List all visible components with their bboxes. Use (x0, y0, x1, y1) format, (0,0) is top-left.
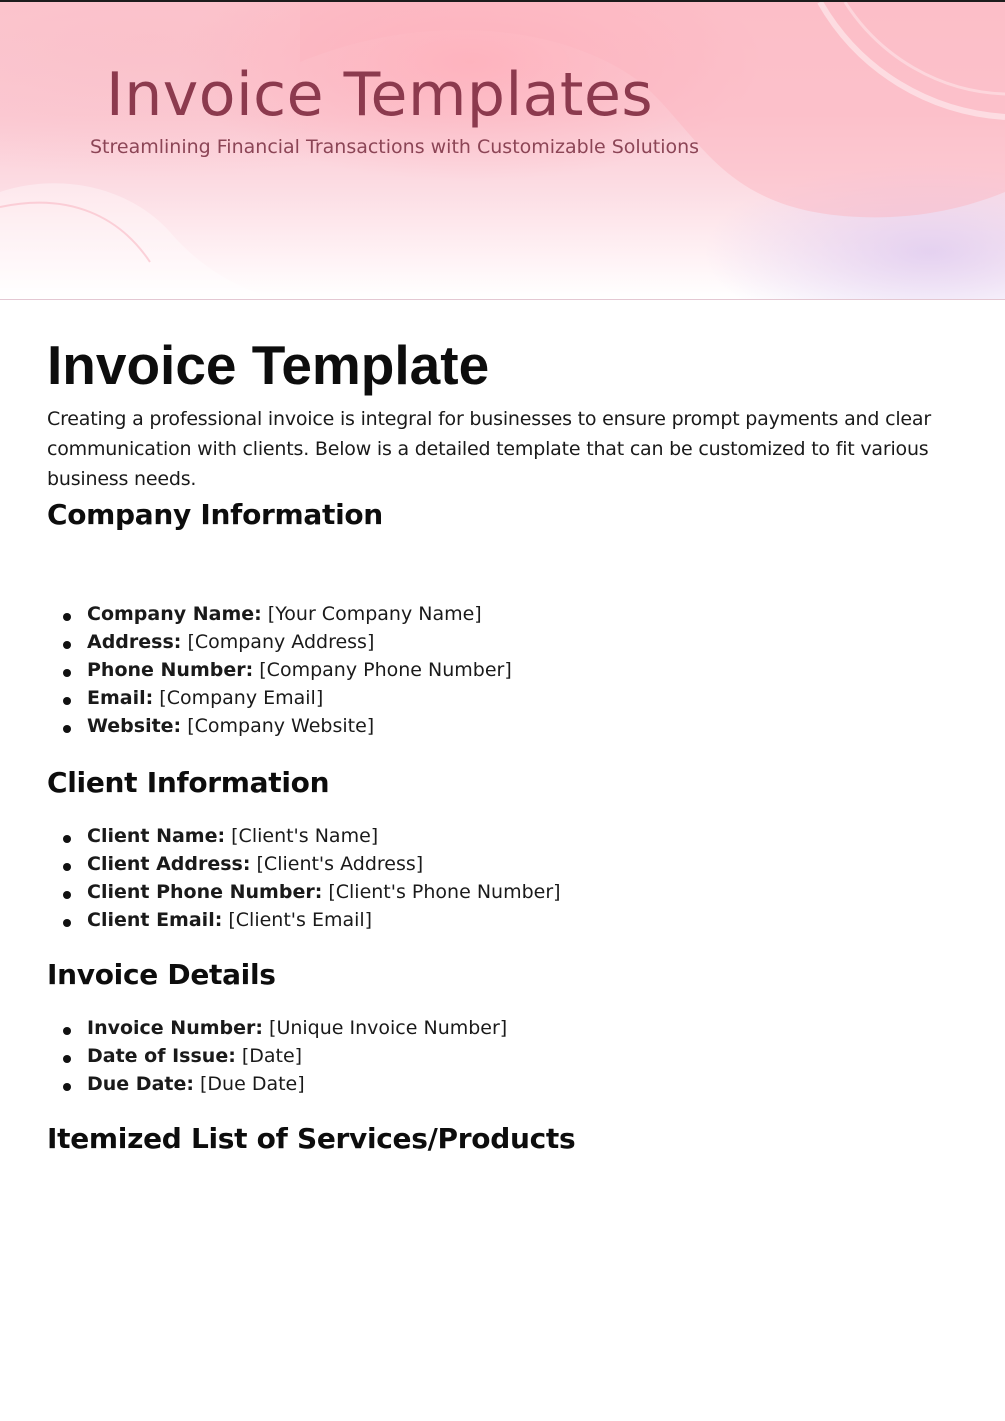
item-label: Client Address: (87, 853, 251, 875)
header-banner (0, 0, 1005, 300)
section-heading: Invoice Details (47, 958, 276, 991)
document-title: Invoice Template (47, 334, 490, 396)
item-value: [Company Phone Number] (259, 659, 512, 681)
item-value: [Client's Phone Number] (328, 881, 561, 903)
item-value: [Client's Address] (256, 853, 424, 875)
section-heading: Client Information (47, 766, 330, 799)
intro-paragraph: Creating a professional invoice is integral for businesses to ensure prompt payments and clear communication with clients. Below is a detailed template that can be customized to fit various business needs. (47, 408, 931, 490)
item-label: Email: (87, 687, 154, 709)
list-item (87, 1014, 967, 1042)
item-value: [Date] (241, 1045, 303, 1067)
document-body (47, 334, 967, 1156)
list-item (87, 1042, 967, 1070)
list-item (87, 850, 967, 878)
item-value: [Company Address] (187, 631, 375, 653)
item-label: Phone Number: (87, 659, 254, 681)
list-item (87, 878, 967, 906)
item-label: Client Name: (87, 825, 226, 847)
client-information-section (47, 766, 967, 934)
section-heading: Itemized List of Services/Products (47, 1122, 576, 1155)
list-item (87, 712, 967, 740)
item-label: Client Phone Number: (87, 881, 323, 903)
item-label: Website: (87, 715, 182, 737)
company-info-list (47, 600, 967, 740)
list-item (87, 822, 967, 850)
invoice-details-section (47, 958, 967, 1098)
client-info-list (47, 822, 967, 934)
item-value: [Client's Name] (231, 825, 379, 847)
banner-title: Invoice Templates (106, 60, 654, 130)
list-item (87, 1070, 967, 1098)
banner-subtitle: Streamlining Financial Transactions with Customizable Solutions (90, 136, 700, 158)
list-item (87, 600, 967, 628)
list-item (87, 656, 967, 684)
item-value: [Client's Email] (228, 909, 373, 931)
item-label: Company Name: (87, 603, 262, 625)
itemized-list-section (47, 1122, 967, 1156)
item-label: Invoice Number: (87, 1017, 263, 1039)
item-label: Address: (87, 631, 182, 653)
invoice-details-list (47, 1014, 967, 1098)
item-label: Due Date: (87, 1073, 194, 1095)
item-label: Date of Issue: (87, 1045, 236, 1067)
list-item (87, 628, 967, 656)
item-value: [Company Website] (187, 715, 375, 737)
item-value: [Unique Invoice Number] (269, 1017, 508, 1039)
list-item (87, 906, 967, 934)
item-value: [Your Company Name] (267, 603, 482, 625)
item-value: [Due Date] (200, 1073, 305, 1095)
company-information-section (47, 498, 967, 740)
list-item (87, 684, 967, 712)
section-heading: Company Information (47, 498, 383, 531)
item-value: [Company Email] (159, 687, 324, 709)
item-label: Client Email: (87, 909, 223, 931)
